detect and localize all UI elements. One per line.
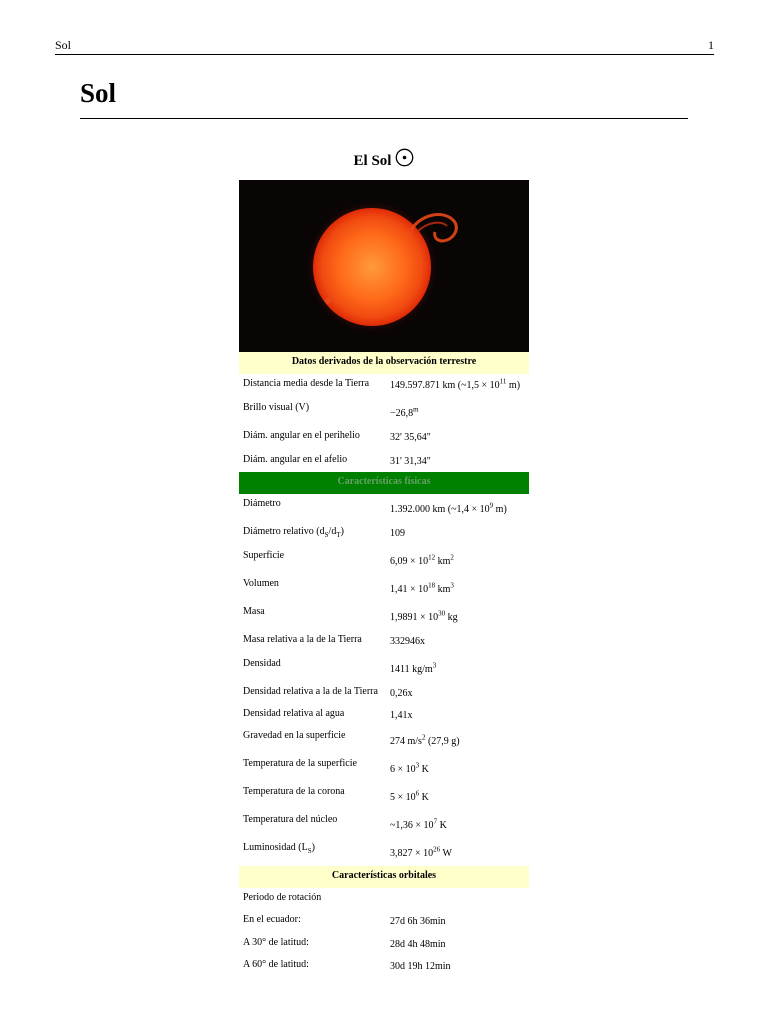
infobox-row <box>239 726 529 754</box>
title-divider <box>80 118 688 119</box>
page-title: Sol <box>80 78 117 108</box>
infobox-row <box>239 955 529 977</box>
row-label: Temperatura del núcleo <box>243 814 338 825</box>
section-header: Características físicas <box>239 472 529 494</box>
row-value: $1,9891 \times 10^{30}$ kg <box>390 609 458 623</box>
row-label: Densidad <box>243 658 281 669</box>
row-value: 27d 6h 36min <box>390 916 446 927</box>
row-value: 332946x <box>390 636 425 647</box>
row-label: Superficie <box>243 550 285 561</box>
row-value: ~1,36 × $10^7$ K <box>390 817 447 831</box>
row-label: Periodo de rotación <box>243 892 322 903</box>
row-label: Masa relativa a la de la Tierra <box>243 634 362 645</box>
row-label: Densidad relativa al agua <box>243 708 345 719</box>
infobox-row <box>239 494 529 522</box>
row-value: 28d 4h 48min <box>390 939 446 950</box>
row-label: Diámetro <box>243 498 281 509</box>
infobox-row <box>239 810 529 838</box>
row-label: Volumen <box>243 578 279 589</box>
row-value: $-26,8^m$ <box>390 405 419 419</box>
row-value: 30d 19h 12min <box>390 961 451 972</box>
infobox <box>239 146 529 977</box>
row-label: Masa <box>243 606 265 617</box>
page-number: 1 <box>708 38 714 52</box>
infobox-row <box>239 630 529 654</box>
infobox-caption <box>239 146 529 180</box>
row-value: 32' 35,64" <box>390 432 431 443</box>
row-value: 1.392.000 km (~1,4 × $10^9$ m) <box>390 501 507 515</box>
row-value: 274 $m/s^2$ (27,9 g) <box>390 733 460 747</box>
section-header: Características orbitales <box>239 866 529 888</box>
row-label: Brillo visual (V) <box>243 402 310 413</box>
infobox-row <box>239 704 529 726</box>
infobox-row <box>239 682 529 704</box>
row-value: $1,41 \times 10^{18}$ $km^3$ <box>390 581 454 595</box>
infobox-row <box>239 450 529 472</box>
row-value: 31' 31,34" <box>390 456 431 467</box>
row-value: $3,827 \times 10^{26}$ W <box>390 845 452 859</box>
sun-symbol-icon <box>395 148 414 178</box>
infobox-row <box>239 754 529 782</box>
running-header <box>55 38 714 55</box>
infobox-row <box>239 374 529 398</box>
row-value: $5 \times 10^6$ K <box>390 789 429 803</box>
row-value: $6 \times 10^3$ K <box>390 761 429 775</box>
row-value: 0,26x <box>390 688 413 699</box>
row-label: Distancia media desde la Tierra <box>243 378 370 389</box>
row-value: 109 <box>390 528 405 539</box>
infobox-row <box>239 782 529 810</box>
row-label: Temperatura de la corona <box>243 786 345 797</box>
infobox-row <box>239 426 529 450</box>
row-value: 149.597.871 km (~1,5 × $10^{11}$ m) <box>390 377 521 391</box>
infobox-row <box>239 654 529 682</box>
row-label: Densidad relativa a la de la Tierra <box>243 686 378 697</box>
row-label: Diám. angular en el perihelio <box>243 430 360 441</box>
infobox-row <box>239 933 529 955</box>
row-label: Diám. angular en el afelio <box>243 454 348 465</box>
row-label: A 60° de latitud: <box>243 959 309 970</box>
infobox-row <box>239 838 529 866</box>
infobox-row <box>239 546 529 574</box>
row-label: Luminosidad $(L_S)$ <box>243 842 315 855</box>
running-header-title: Sol <box>55 38 72 52</box>
infobox-row <box>239 888 529 910</box>
row-label: Gravedad en la superficie <box>243 730 346 741</box>
infobox-row <box>239 574 529 602</box>
infobox-caption-text: El Sol <box>353 153 392 169</box>
section-header: Datos derivados de la observación terrestre <box>239 352 529 374</box>
infobox-row <box>239 398 529 426</box>
row-value: 1411 $kg/m^3$ <box>390 661 437 675</box>
row-label: Temperatura de la superficie <box>243 758 357 769</box>
infobox-row <box>239 522 529 546</box>
row-label: A 30° de latitud: <box>243 937 309 948</box>
row-label: Diámetro relativo $(d_S/d_T)$ <box>243 526 344 539</box>
row-label: En el ecuador: <box>243 914 301 925</box>
row-value: 1,41x <box>390 710 413 721</box>
infobox-row <box>239 910 529 933</box>
infobox-sections <box>239 352 529 977</box>
infobox-row <box>239 602 529 630</box>
sun-photo <box>239 180 529 352</box>
row-value: $6,09 \times 10^{12}$ $km^2$ <box>390 553 454 567</box>
